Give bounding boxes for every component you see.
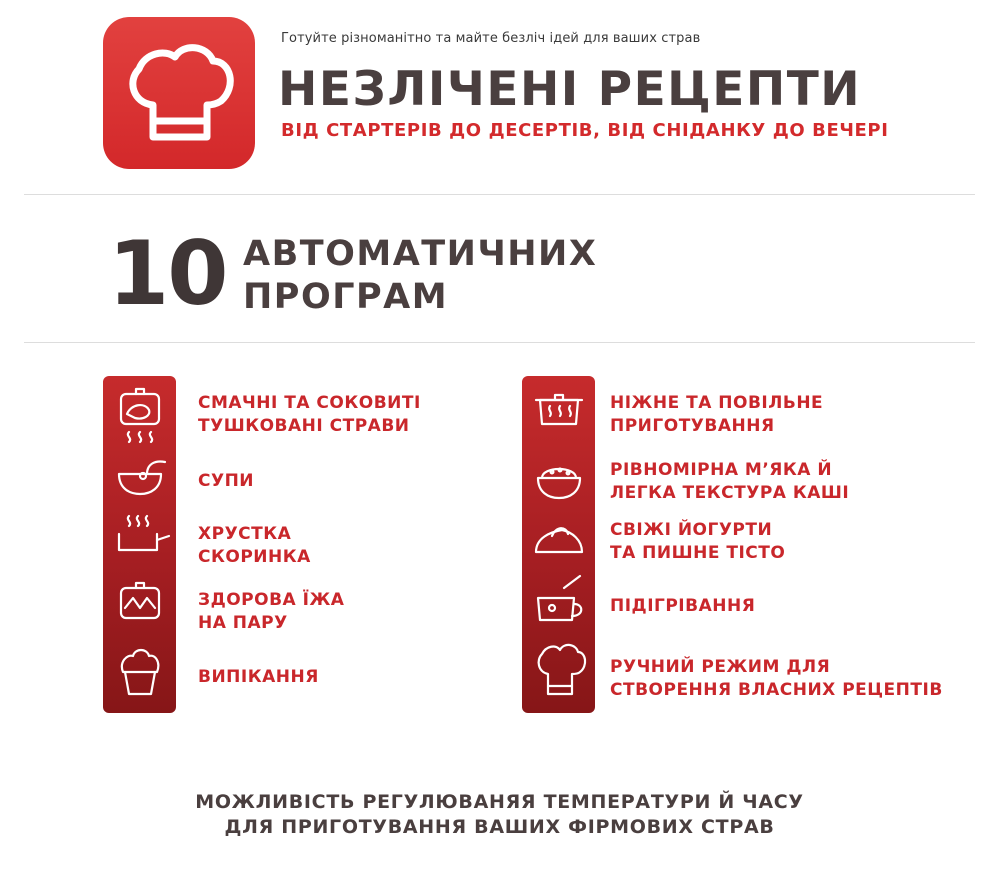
page-title: НЕЗЛІЧЕНІ РЕЦЕПТИ <box>278 62 862 117</box>
divider-middle <box>24 342 975 343</box>
program-count: 10 <box>108 222 227 325</box>
program-label-reheat: ПІДІГРІВАННЯ <box>610 596 756 616</box>
program-icon-strip-right <box>522 376 595 713</box>
yogurt-dough-icon <box>536 528 582 552</box>
frying-pan-icon <box>119 516 169 550</box>
program-label-slow-cook: НІЖНЕ ТА ПОВІЛЬНЕ ПРИГОТУВАННЯ <box>610 393 824 436</box>
reheat-cup-icon <box>538 576 581 620</box>
program-label-porridge: РІВНОМІРНА М’ЯКА Й ЛЕГКА ТЕКСТУРА КАШІ <box>610 460 850 503</box>
program-icon-strip-left <box>103 376 176 713</box>
programs-title-line2: ПРОГРАМ <box>243 277 449 317</box>
program-label-yogurt: СВІЖІ ЙОГУРТИ ТА ПИШНЕ ТІСТО <box>610 520 786 563</box>
chef-hat-icon <box>539 645 585 694</box>
slow-cooker-pot-icon <box>536 395 582 424</box>
program-label-crispy: ХРУСТКА СКОРИНКА <box>198 524 311 567</box>
page-subtitle: ВІД СТАРТЕРІВ ДО ДЕСЕРТІВ, ВІД СНІДАНКУ ДО ВЕЧЕРІ <box>281 120 889 141</box>
program-label-baking: ВИПІКАННЯ <box>198 667 319 687</box>
soup-bowl-ladle-icon <box>119 462 165 495</box>
porridge-bowl-icon <box>538 469 580 498</box>
chef-hat-icon <box>103 17 255 169</box>
program-label-manual: РУЧНИЙ РЕЖИМ ДЛЯ СТВОРЕННЯ ВЛАСНИХ РЕЦЕПТІВ <box>610 657 943 700</box>
steamer-icon <box>121 583 159 618</box>
muffin-icon <box>122 650 158 694</box>
tagline: Готуйте різноманітно та майте безліч ідей для ваших страв <box>281 31 701 46</box>
stew-pot-icon <box>121 389 159 442</box>
app-logo-tile <box>103 17 255 169</box>
divider-top <box>24 194 975 195</box>
program-label-soups: СУПИ <box>198 471 255 491</box>
programs-title <box>243 233 603 319</box>
programs-title-line1: АВТОМАТИЧНИХ <box>243 234 598 274</box>
footer-note: МОЖЛИВІСТЬ РЕГУЛЮВАНЯЯ ТЕМПЕРАТУРИ Й ЧАСУ ДЛЯ ПРИГОТУВАННЯ ВАШИХ ФІРМОВИХ СТРАВ <box>195 791 804 838</box>
program-label-steam: ЗДОРОВА ЇЖА НА ПАРУ <box>198 590 345 633</box>
program-label-stew: СМАЧНІ ТА СОКОВИТІ ТУШКОВАНІ СТРАВИ <box>198 393 421 436</box>
